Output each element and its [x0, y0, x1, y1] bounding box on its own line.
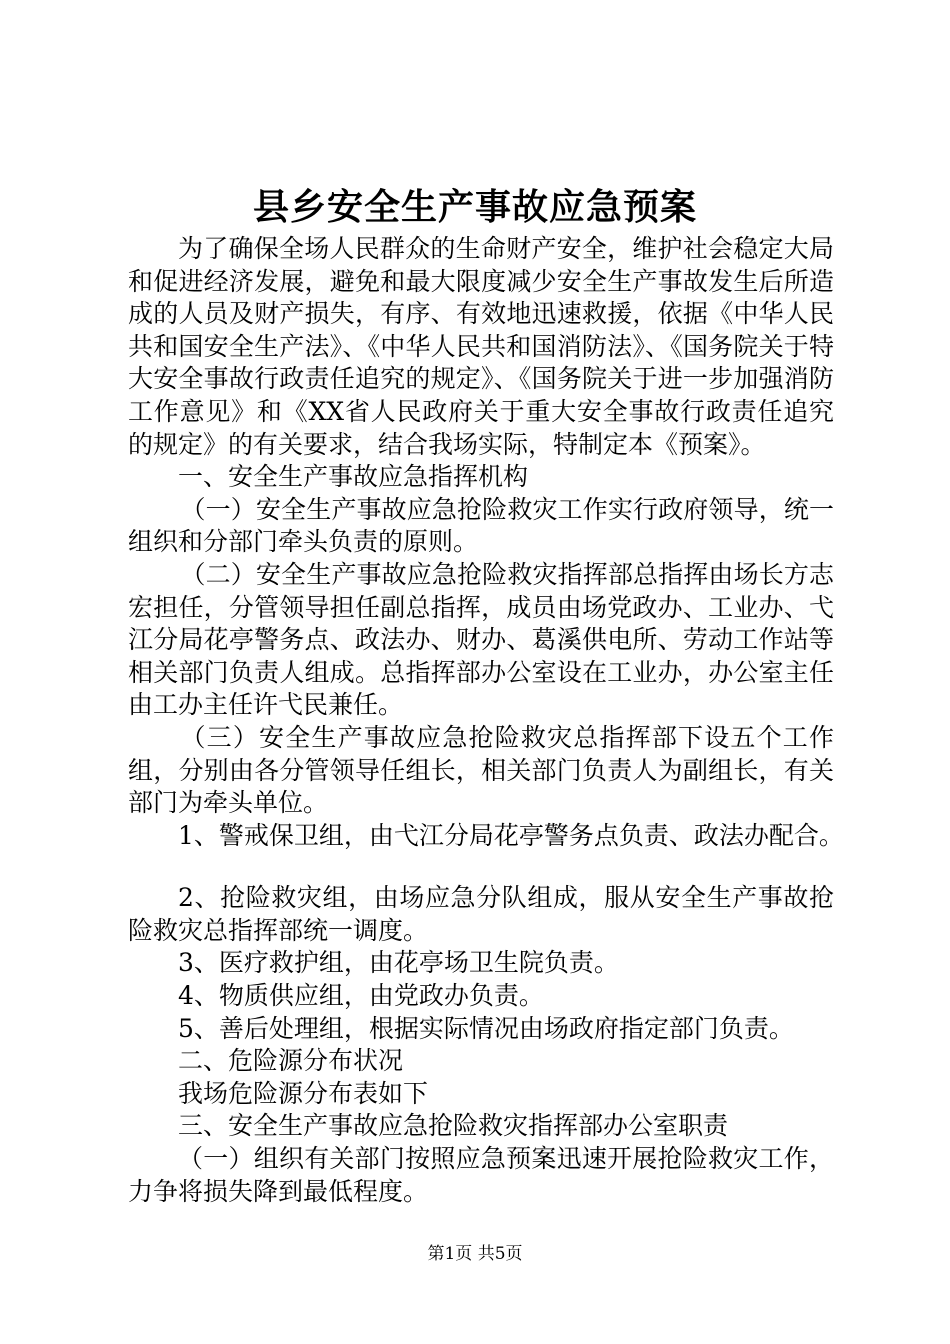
document-body: [128, 233, 844, 1208]
list-item-medical-group: 3、医疗救护组，由花亭场卫生院负责。: [178, 948, 619, 978]
paragraph-intro: 为了确保全场人民群众的生命财产安全，维护社会稳定大局和促进经济发展，避免和最大限度减少安全生产事故发生后所造成的人员及财产损失，有序、有效地迅速救援，依据《中华人民共和国安全生产法》、《中华人民共和国消防法》、《国务院关于特大安全事故行政责任追究的规定》、《国务院关于进一步加强消防工作意见》和《XX省人民政府关于重大安全事故行政责任追究的规定》的有关要求，结合我场实际，特制定本《预案》。: [128, 234, 834, 459]
document-title: 县乡安全生产事故应急预案: [252, 186, 697, 228]
paragraph-1-2: （二）安全生产事故应急抢险救灾指挥部总指挥由场长方志宏担任，分管领导担任副总指挥，成员由场党政办、工业办、弋江分局花亭警务点、政法办、财办、葛溪供电所、劳动工作站等相关部门负责人组成。总指挥部办公室设在工业办，办公室主任由工办主任许弋民兼任。: [128, 559, 834, 720]
paragraph-hazard-table-intro: 我场危险源分布表如下: [178, 1078, 429, 1108]
list-item-aftermath-group: 5、善后处理组，根据实际情况由场政府指定部门负责。: [178, 1013, 794, 1043]
section-heading-2: 二、危险源分布状况: [178, 1046, 404, 1076]
list-item-security-group: 1、警戒保卫组，由弋江分局花亭警务点负责、政法办配合。: [178, 820, 844, 850]
paragraph-1-3: （三）安全生产事故应急抢险救灾总指挥部下设五个工作组，分别由各分管领导任组长，相关部门负责人为副组长，有关部门为牵头单位。: [128, 722, 834, 818]
page-footer: 第1页 共5页: [427, 1244, 523, 1264]
section-heading-1: 一、安全生产事故应急指挥机构: [178, 462, 529, 492]
list-item-supply-group: 4、物质供应组，由党政办负责。: [178, 981, 544, 1011]
list-item-rescue-group: 2、抢险救灾组，由场应急分队组成，服从安全生产事故抢险救灾总指挥部统一调度。: [128, 883, 834, 945]
section-heading-3: 三、安全生产事故应急抢险救灾指挥部办公室职责: [178, 1111, 729, 1141]
paragraph-1-1: （一）安全生产事故应急抢险救灾工作实行政府领导，统一组织和分部门牵头负责的原则。: [128, 494, 834, 557]
paragraph-3-1: （一）组织有关部门按照应急预案迅速开展抢险救灾工作，力争将损失降到最低程度。: [128, 1144, 834, 1206]
